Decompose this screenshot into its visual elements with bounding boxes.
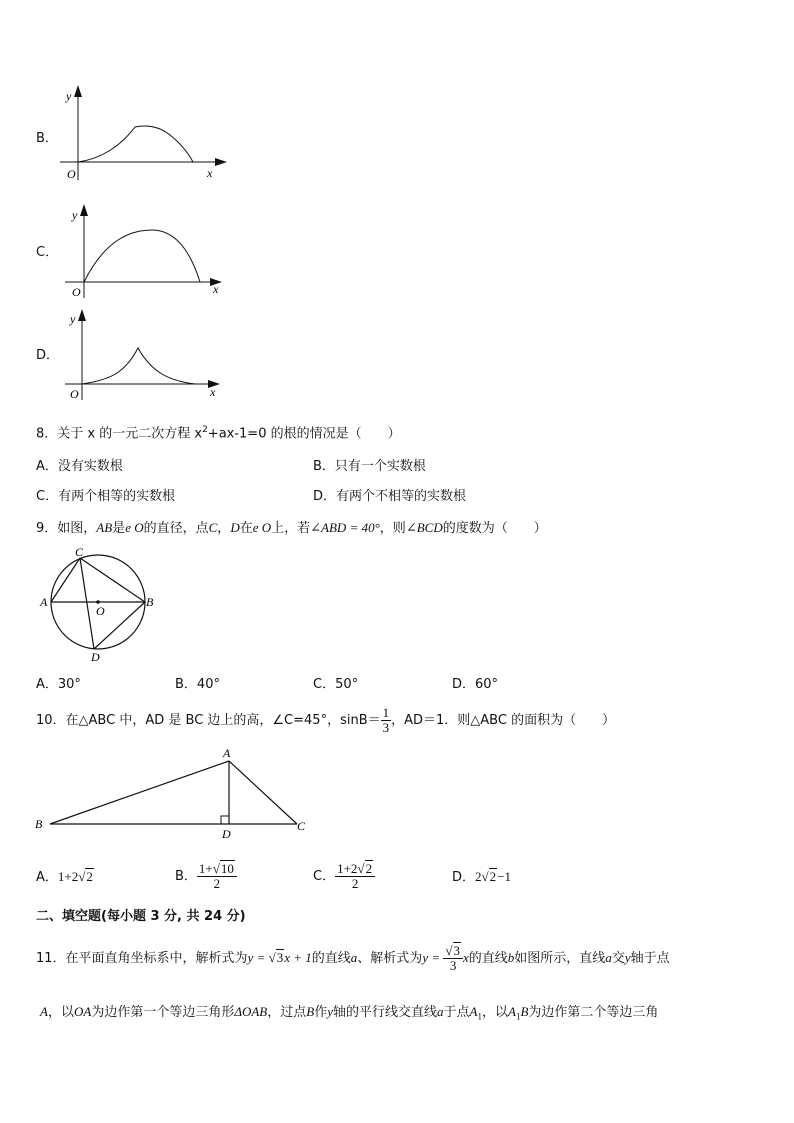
q11-var: a: [605, 950, 612, 965]
q9-option-d: D．60°: [452, 677, 499, 692]
label-b: B: [146, 595, 154, 609]
origin-label: O: [72, 285, 81, 299]
q9-text: 是: [112, 521, 126, 536]
q10-option-a: A．1+2√2: [36, 869, 93, 885]
y-axis-label: y: [70, 312, 76, 326]
x-axis-label: x: [210, 385, 216, 399]
q10-opt-label: B．: [175, 869, 197, 884]
label-d: D: [222, 827, 231, 840]
y-axis-label: y: [72, 208, 78, 222]
q10-text: 10．在△ABC 中，AD 是 BC 边上的高，∠C=45°，sinB＝: [36, 713, 381, 728]
label-b: B: [35, 817, 43, 831]
origin-label: O: [70, 387, 79, 401]
q11-eq: y =: [247, 950, 269, 965]
q11-den: 3: [449, 958, 457, 973]
q11-text: 11．在平面直角坐标系中，解析式为: [36, 951, 248, 966]
question-11-line-1: 11．在平面直角坐标系中，解析式为y = √3x + 1的直线a、解析式为y = $\frac{√3}{3}$ x的直线b如图所示，直线a交y轴于点: [36, 943, 670, 973]
label-a: A: [223, 746, 231, 760]
option-b-graph: [55, 85, 230, 183]
q8-stem-sup: 2: [202, 425, 208, 435]
label-c: C: [75, 545, 84, 559]
q11-text: 的直线: [311, 951, 351, 966]
q9-var-c: C: [208, 520, 218, 535]
q11-eq: x: [463, 950, 469, 965]
fraction-1-3: [381, 706, 392, 735]
option-c-label: C．: [36, 245, 59, 260]
q10-opt-text: −1: [497, 869, 511, 884]
q10-opt-radicand: 2: [489, 869, 497, 884]
q10-opt-text: 2: [475, 869, 482, 884]
question-9-stem: [36, 520, 547, 537]
q11-text: 如图所示，直线: [514, 951, 606, 966]
q9-circle-o: e O: [252, 520, 272, 535]
q10-option-b: B． $\frac{1+√10}{2}$: [175, 856, 237, 898]
q9-text: ，则: [379, 521, 406, 536]
q10-opt-text: 1+: [198, 861, 213, 876]
q11-var: ΔOAB: [234, 1004, 268, 1019]
q10-option-d: D．2√2−1: [452, 869, 511, 885]
q11-var: A: [508, 1004, 516, 1019]
q11-text: ，以: [47, 1005, 74, 1020]
q11-text: 的直线: [468, 951, 508, 966]
y-arrow-icon: [74, 85, 82, 97]
q10-opt-label: D．: [452, 870, 476, 885]
q10-opt-text: 1+2: [57, 869, 79, 884]
q11-radicand: 3: [453, 943, 460, 958]
option-c-graph: [60, 200, 230, 300]
q11-var: b: [507, 950, 515, 965]
q10-opt-radicand: 2: [86, 869, 93, 884]
q11-text: 、解析式为: [357, 951, 423, 966]
q8-stem-post: +ax-1=0 的根的情况是（ ）: [207, 426, 401, 442]
q9-option-c: C．50°: [313, 677, 359, 692]
q10-opt-radicand: 2: [365, 861, 373, 876]
label-c: C: [297, 819, 306, 833]
option-d-graph: [60, 305, 230, 403]
q11-text: 交: [611, 951, 625, 966]
question-10-stem: [36, 706, 615, 736]
x-arrow-icon: [215, 158, 227, 166]
q9-text: 的直径，点: [143, 521, 209, 536]
label-d: D: [91, 650, 100, 664]
q11-radicand: 3: [276, 950, 284, 965]
q11-text: 作: [314, 1005, 328, 1020]
q10-opt-den: 2: [351, 876, 359, 891]
q11-var: A: [469, 1004, 478, 1019]
q11-var: a: [437, 1004, 444, 1019]
q10-text: ，AD＝1．则△ABC 的面积为（ ）: [391, 713, 616, 728]
x-axis-label: x: [213, 282, 219, 296]
q10-opt-radicand: 10: [220, 861, 234, 876]
q11-text: 为边作第一个等边三角形: [91, 1005, 235, 1020]
q11-eq: x + 1: [284, 950, 312, 965]
section-2-title: 二、填空题(每小题 3 分, 共 24 分): [36, 909, 246, 924]
q10-opt-label: C．: [313, 869, 336, 884]
q11-text: 为边作第二个等边三角: [528, 1005, 659, 1020]
q11-var: y: [327, 1004, 333, 1019]
q8-option-a: A．没有实数根: [36, 459, 123, 474]
q11-text: 轴的平行线交直线: [333, 1005, 438, 1020]
side-ac: [229, 761, 297, 824]
q11-text: ，以: [481, 1005, 508, 1020]
option-b-label: B．: [36, 131, 58, 146]
y-arrow-icon: [78, 309, 86, 321]
q9-var-ab: AB: [96, 520, 113, 535]
q11-var: A: [40, 1004, 48, 1019]
q8-option-b: B．只有一个实数根: [313, 459, 426, 474]
q11-text: 于点: [443, 1005, 470, 1020]
q9-text: 的度数为（ ）: [442, 521, 547, 536]
q11-var: OA: [73, 1004, 92, 1019]
q10-opt-text: 1+2: [337, 861, 358, 876]
q8-option-c: C．有两个相等的实数根: [36, 489, 176, 504]
q11-sub: 1: [515, 1011, 521, 1022]
q11-var: y: [624, 950, 631, 965]
q9-text: ，: [217, 521, 231, 536]
origin-label: O: [67, 167, 76, 181]
q9-text: 上，若: [271, 521, 311, 536]
option-d-label: D．: [36, 348, 60, 363]
q9-var-d: D: [230, 520, 240, 535]
q11-eq: y =: [422, 950, 444, 965]
q9-angle-abd: ∠ABD = 40°: [310, 520, 380, 535]
q10-option-c: C． $\frac{1+2√2}{2}$: [313, 856, 375, 898]
q10-opt-label: A．: [36, 870, 58, 885]
q11-var: B: [306, 1004, 315, 1019]
q11-var: B: [520, 1004, 529, 1019]
q11-sub: 1: [477, 1011, 482, 1022]
q9-text: 在: [239, 521, 253, 536]
q11-text: ，过点: [267, 1005, 307, 1020]
question-10-figure: [32, 742, 317, 840]
q11-var: a: [350, 950, 358, 965]
y-axis-label: y: [66, 89, 72, 103]
x-axis-label: x: [207, 166, 213, 180]
q9-angle-bcd: ∠BCD: [405, 520, 443, 535]
q9-circle-o: e O: [125, 520, 144, 535]
right-angle-mark: [221, 816, 229, 824]
question-9-figure: [36, 545, 161, 665]
q10-opt-den: 2: [213, 876, 221, 891]
label-o: O: [96, 604, 105, 618]
question-11-line-2: [40, 1004, 658, 1025]
q10-sinb-den: 3: [382, 720, 390, 735]
q8-option-d: D．有两个不相等的实数根: [313, 489, 467, 504]
label-a: A: [40, 595, 48, 609]
q9-option-a: A．30°: [36, 677, 81, 692]
q10-sinb-num: 1: [382, 705, 390, 720]
question-8-stem: [36, 422, 401, 442]
q9-option-b: B．40°: [175, 677, 220, 692]
q8-stem-pre: 8．关于 x 的一元二次方程 x: [36, 426, 203, 442]
q11-text: 轴于点: [630, 951, 670, 966]
side-ab: [50, 761, 229, 824]
y-arrow-icon: [80, 204, 88, 216]
q9-text: 9．如图，: [36, 521, 97, 536]
